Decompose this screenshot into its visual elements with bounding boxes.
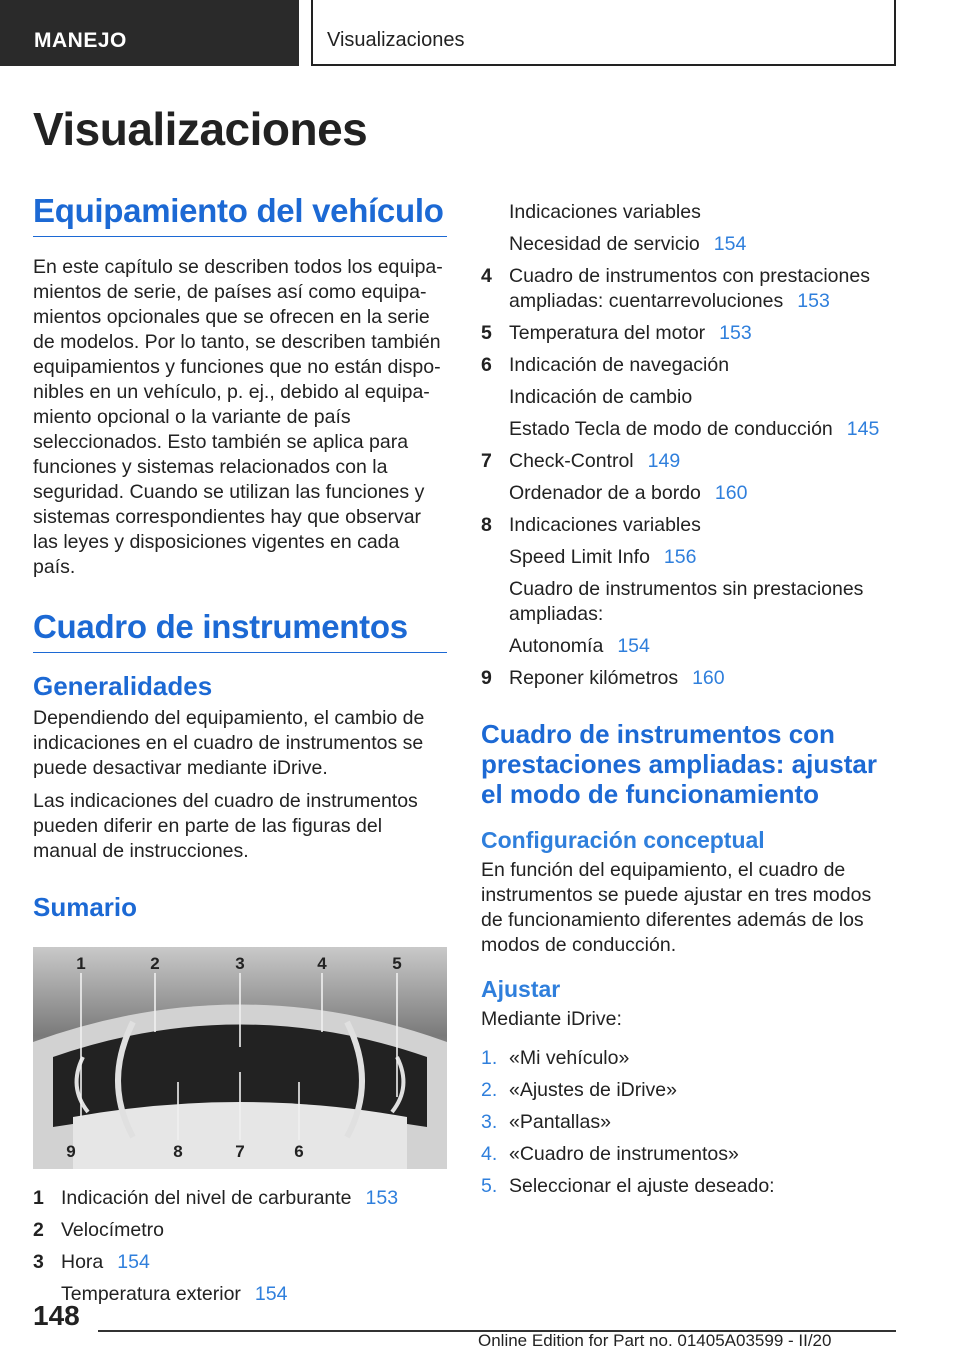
figure-label: 2 <box>150 954 160 973</box>
footer-edition: Online Edition for Part no. 01405A03599 - II/20 <box>478 1331 832 1350</box>
item-text: Velocímetro <box>61 1219 164 1241</box>
item-text: Indicación del nivel de carburante <box>61 1187 352 1209</box>
step-item <box>481 1110 895 1135</box>
paragraph-configuracion: En función del equipamiento, el cuadro de instrumentos se puede ajustar en tres modos de funcionamiento diferentes además de los modos de conducción. <box>481 859 872 956</box>
page-ref-link[interactable]: 149 <box>647 450 681 472</box>
page-ref-link[interactable]: 145 <box>846 418 880 440</box>
item-number: 3 <box>33 1251 44 1273</box>
item-number: 7 <box>481 450 492 472</box>
figure-label: 6 <box>294 1142 304 1161</box>
list-item <box>481 513 895 538</box>
heading-equipamiento: Equipamiento del vehículo <box>33 192 447 237</box>
item-text: Speed Limit Info <box>509 546 650 568</box>
item-text: Check-Control <box>509 450 634 472</box>
item-number: 6 <box>481 354 492 376</box>
list-item <box>481 449 895 474</box>
page-ref-link[interactable]: 153 <box>365 1187 399 1209</box>
list-item <box>481 353 895 378</box>
page-number: 148 <box>33 1300 80 1331</box>
paragraph-generalidades-1: Dependiendo del equipamiento, el cambio de indicaciones en el cuadro de instrumentos se puede desactivar mediante iDrive. <box>33 707 425 779</box>
paragraph-equipamiento: En este capítulo se describen todos los equipamientos de serie, de países así como equipamientos opcionales que se ofrecen en la serie de modelos. Por lo tanto, se describen también equipamientos y funciones que no están disponibles en un vehículo, p. ej., debido al equipamiento opcional o la variante de país seleccionados. Esto también se aplica para funciones y sistemas relacionados con la seguridad. Cuando se utilizan las funciones y sistemas correspondientes hay que observar las leyes y disposiciones vigentes en cada país. <box>33 256 443 578</box>
list-item <box>33 1186 447 1211</box>
heading-ajustar: Ajustar <box>481 976 561 1002</box>
item-number: 9 <box>481 667 492 689</box>
sub-item <box>481 417 895 442</box>
chapter-tab: Visualizaciones <box>311 0 896 66</box>
sub-item <box>481 481 895 506</box>
figure-label: 9 <box>66 1142 76 1161</box>
item-text: Autonomía <box>509 635 604 657</box>
step-text: «Pantallas» <box>509 1111 611 1133</box>
sub-item <box>481 545 895 570</box>
item-text: Cuadro de instrumentos con prestaciones ampliadas: cuentarrevoluciones <box>509 265 870 312</box>
list-item <box>481 321 895 346</box>
figure-label: 7 <box>235 1142 245 1161</box>
page-ref-link[interactable]: 156 <box>663 546 697 568</box>
item-number: 2 <box>33 1219 44 1241</box>
step-text: «Ajustes de iDrive» <box>509 1079 677 1101</box>
step-item <box>481 1174 895 1199</box>
item-number: 4 <box>481 265 492 287</box>
item-number: 5 <box>481 322 492 344</box>
section-tab: MANEJO <box>0 0 299 66</box>
list-item <box>481 666 895 691</box>
step-item <box>481 1046 895 1071</box>
item-text: Ordenador de a bordo <box>509 482 701 504</box>
item-text: Hora <box>61 1251 104 1273</box>
item-text: Reponer kilómetros <box>509 667 679 689</box>
item-text: Indicación de cambio <box>509 386 693 408</box>
item-text: Temperatura del motor <box>509 322 706 344</box>
page-header <box>0 0 960 66</box>
step-text: «Mi vehículo» <box>509 1047 630 1069</box>
figure-label: 5 <box>392 954 402 973</box>
page-ref-link[interactable]: 154 <box>117 1251 150 1273</box>
paragraph-ajustar: Mediante iDrive: <box>481 1008 622 1030</box>
sub-item <box>33 1282 447 1307</box>
step-text: Seleccionar el ajuste deseado: <box>509 1175 775 1197</box>
left-column <box>33 192 447 1314</box>
sub-item <box>481 232 895 257</box>
list-item <box>33 1250 447 1275</box>
step-number: 5. <box>481 1175 498 1197</box>
sub-item <box>481 577 895 627</box>
heading-configuracion: Configuración conceptual <box>481 827 765 853</box>
item-number: 8 <box>481 514 492 536</box>
sub-item <box>481 634 895 659</box>
heading-cuadro: Cuadro de instrumentos <box>33 608 447 653</box>
item-text: Estado Tecla de modo de conducción <box>509 418 833 440</box>
item-text: Temperatura exterior <box>61 1283 241 1305</box>
page-title: Visualizaciones <box>33 103 368 155</box>
heading-generalidades: Generalidades <box>33 671 213 701</box>
step-item <box>481 1142 895 1167</box>
list-item <box>33 1218 447 1243</box>
page-ref-link[interactable]: 160 <box>692 667 725 689</box>
item-text: Indicaciones variables <box>509 514 701 536</box>
step-number: 4. <box>481 1143 498 1165</box>
instrument-cluster-figure <box>33 947 447 1169</box>
page-ref-link[interactable]: 154 <box>713 233 747 255</box>
list-item <box>481 264 895 314</box>
item-number: 1 <box>33 1187 44 1209</box>
item-text: Necesidad de servicio <box>509 233 700 255</box>
page-ref-link[interactable]: 154 <box>617 635 650 657</box>
item-text: Cuadro de instrumentos sin prestaciones ampliadas: <box>509 578 864 625</box>
paragraph-generalidades-2: Las indicaciones del cuadro de instrumentos pueden diferir en parte de las figuras del manual de instrucciones. <box>33 790 418 862</box>
page-ref-link[interactable]: 160 <box>714 482 748 504</box>
heading-sumario: Sumario <box>33 892 138 922</box>
sub-item <box>481 200 895 225</box>
right-column <box>481 200 895 1206</box>
page-ref-link[interactable]: 154 <box>254 1283 288 1305</box>
page-ref-link[interactable]: 153 <box>719 322 752 344</box>
page-ref-link[interactable]: 153 <box>797 290 830 312</box>
item-text: Indicaciones variables <box>509 201 701 223</box>
step-text: «Cuadro de instrumentos» <box>509 1143 739 1165</box>
step-item <box>481 1078 895 1103</box>
figure-label: 3 <box>235 954 245 973</box>
figure-label: 8 <box>173 1142 183 1161</box>
heading-modo-funcionamiento: Cuadro de instrumentos con prestaciones ampliadas: ajustar el modo de funcionamiento <box>481 719 877 809</box>
item-text: Indicación de navegación <box>509 354 730 376</box>
figure-label: 1 <box>76 954 86 973</box>
sub-item <box>481 385 895 410</box>
step-number: 3. <box>481 1111 498 1133</box>
step-number: 1. <box>481 1047 498 1069</box>
figure-label: 4 <box>317 954 327 973</box>
step-number: 2. <box>481 1079 498 1101</box>
